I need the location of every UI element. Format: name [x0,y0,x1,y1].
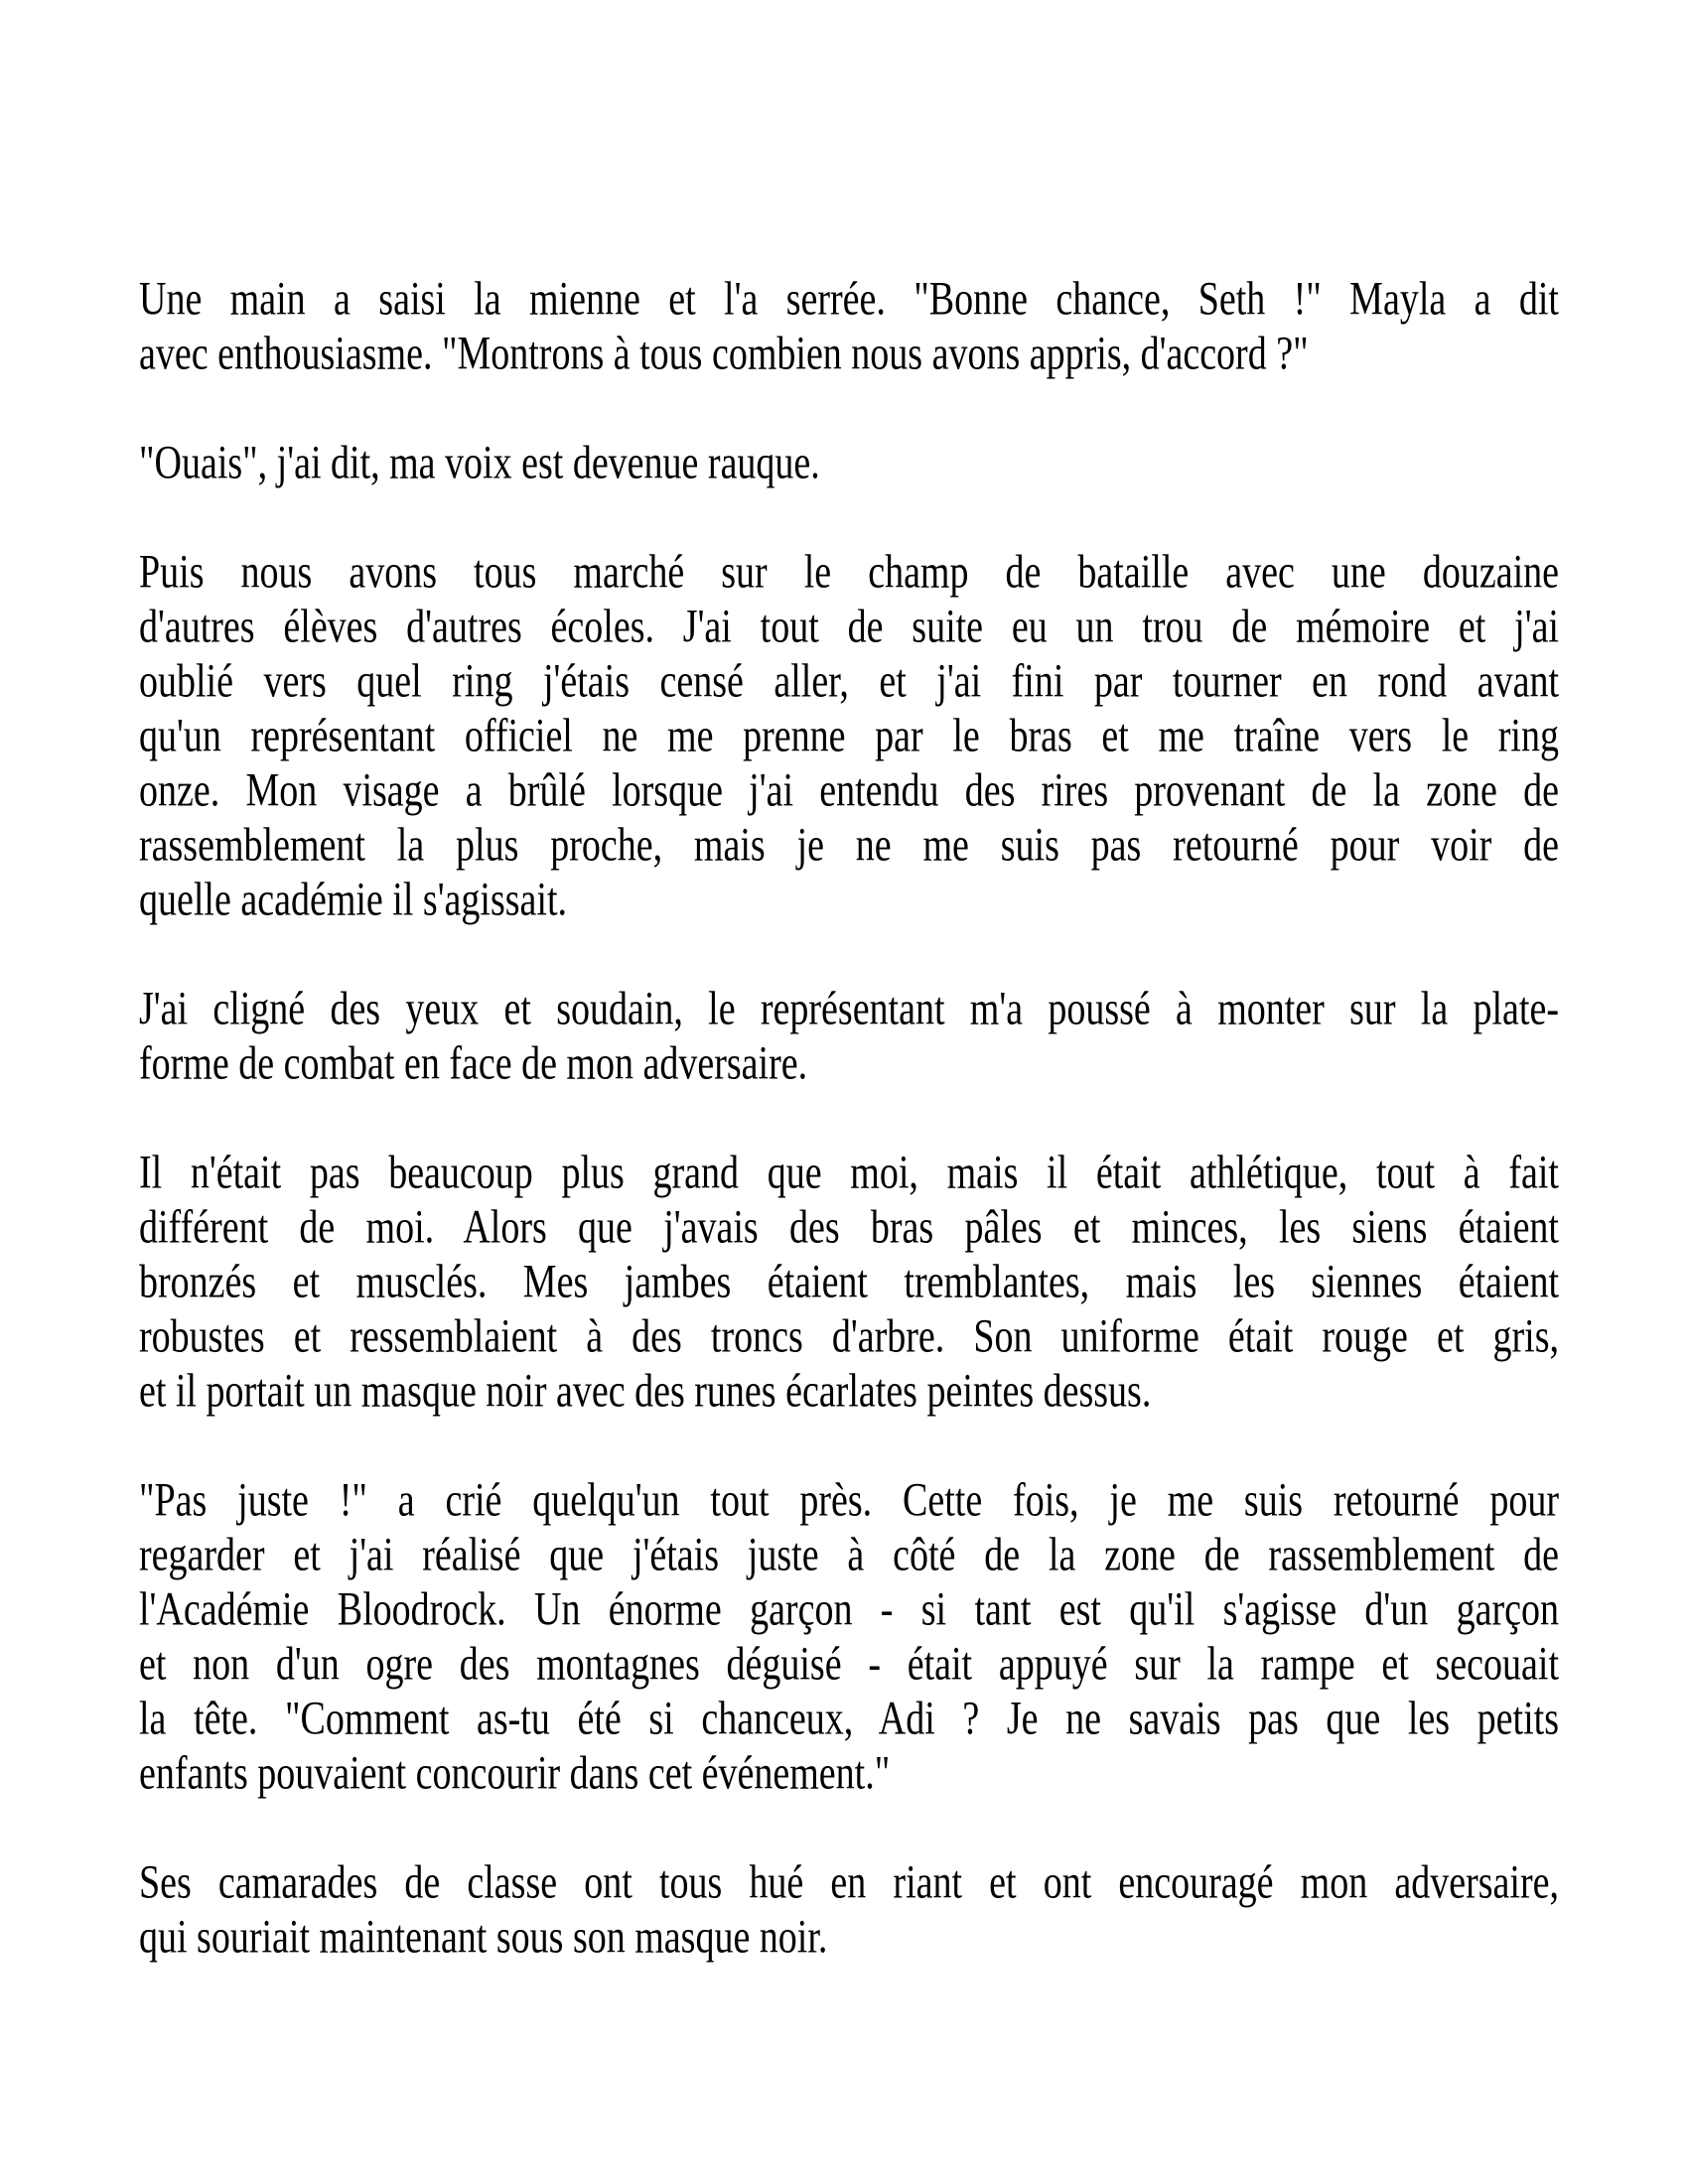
text-line: quelle académie il s'agissait. [139,874,568,926]
text-line: avec enthousiasme. "Montrons à tous combien nous avons appris, d'accord ?" [139,328,1309,380]
text-line: et il portait un masque noir avec des runes écarlates peintes dessus. [139,1365,1152,1418]
paragraph [139,1855,1559,1965]
text-line: rassemblement la plus proche, mais je ne me suis pas retourné pour voir de [139,819,1559,872]
paragraph [139,1146,1559,1419]
text-line: "Pas juste !" a crié quelqu'un tout près. Cette fois, je me suis retourné pour [139,1474,1559,1527]
text-line: l'Académie Bloodrock. Un énorme garçon - si tant est qu'il s'agisse d'un garçon [139,1583,1559,1636]
paragraph [139,1473,1559,1801]
paragraph [139,272,1559,381]
page-text [139,272,1559,1965]
text-line: enfants pouvaient concourir dans cet événement." [139,1747,891,1800]
text-line: Ses camarades de classe ont tous hué en riant et ont encouragé mon adversaire, [139,1856,1559,1909]
text-line: forme de combat en face de mon adversaire. [139,1037,808,1090]
text-line: qu'un représentant officiel ne me prenne par le bras et me traîne vers le ring [139,710,1559,762]
paragraph [139,545,1559,927]
text-line: bronzés et musclés. Mes jambes étaient tremblantes, mais les siennes étaient [139,1256,1559,1308]
text-line: regarder et j'ai réalisé que j'étais juste à côté de la zone de rassemblement de [139,1529,1559,1581]
text-line: différent de moi. Alors que j'avais des bras pâles et minces, les siens étaient [139,1201,1559,1254]
text-line: robustes et ressemblaient à des troncs d'arbre. Son uniforme était rouge et gris, [139,1310,1559,1363]
paragraph [139,982,1559,1091]
text-line: J'ai cligné des yeux et soudain, le représentant m'a poussé à monter sur la plate- [139,983,1559,1035]
text-line: et non d'un ogre des montagnes déguisé - était appuyé sur la rampe et secouait [139,1638,1559,1691]
text-line: oublié vers quel ring j'étais censé aller, et j'ai fini par tourner en rond avant [139,655,1559,708]
text-line: "Ouais", j'ai dit, ma voix est devenue rauque. [139,437,820,489]
text-line: Une main a saisi la mienne et l'a serrée. "Bonne chance, Seth !" Mayla a dit [139,273,1559,326]
text-line: Il n'était pas beaucoup plus grand que moi, mais il était athlétique, tout à fait [139,1147,1559,1199]
text-line: qui souriait maintenant sous son masque noir. [139,1911,828,1964]
text-line: Puis nous avons tous marché sur le champ de bataille avec une douzaine [139,546,1559,599]
paragraph [139,436,1559,490]
text-line: onze. Mon visage a brûlé lorsque j'ai entendu des rires provenant de la zone de [139,764,1559,817]
text-line: d'autres élèves d'autres écoles. J'ai tout de suite eu un trou de mémoire et j'ai [139,601,1559,653]
text-line: la tête. "Comment as-tu été si chanceux, Adi ? Je ne savais pas que les petits [139,1693,1559,1745]
